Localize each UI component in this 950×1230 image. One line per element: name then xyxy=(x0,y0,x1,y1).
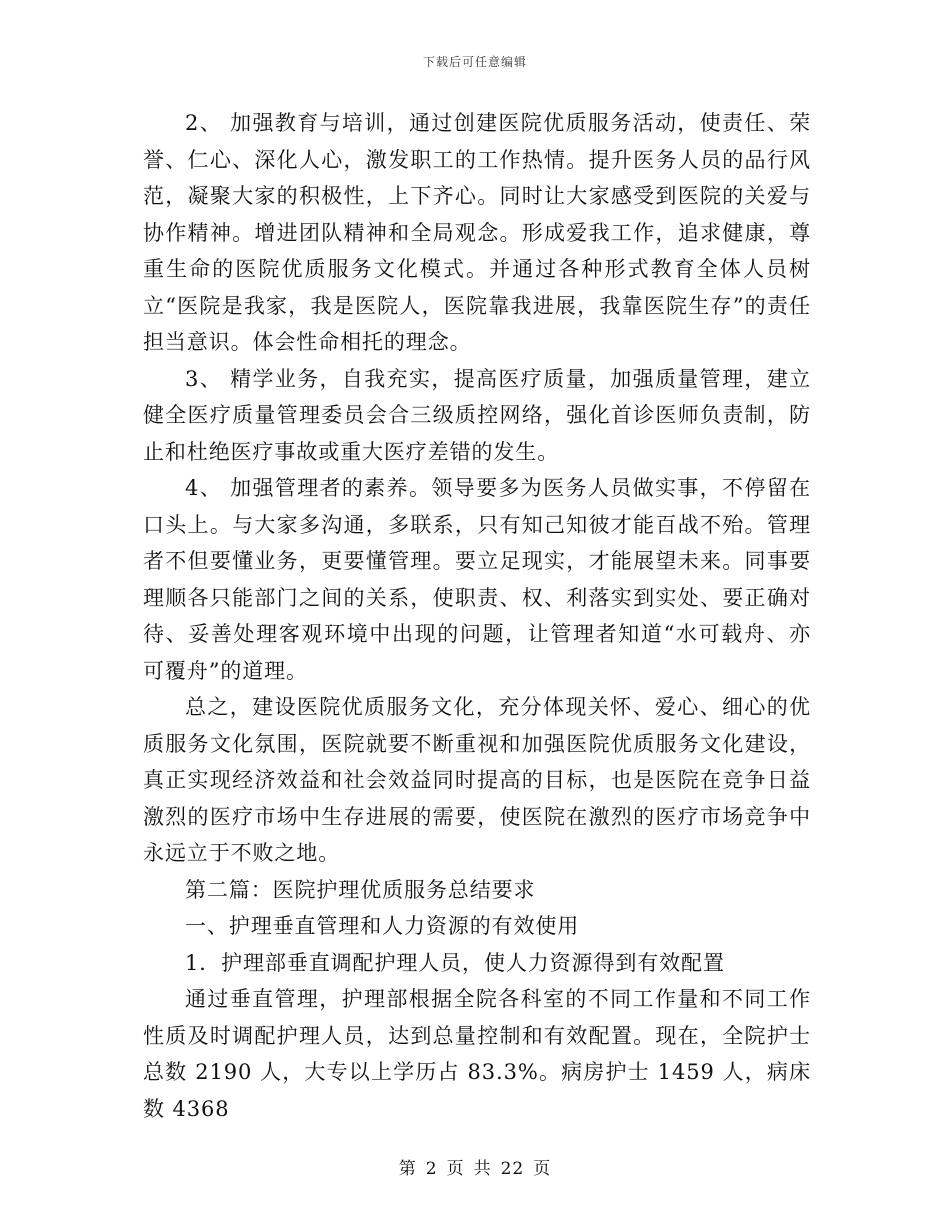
footer-page-prefix: 第 xyxy=(398,1159,417,1179)
footer-page-total-prefix: 共 xyxy=(473,1159,492,1179)
document-body xyxy=(143,105,811,1127)
subsection-heading-1: 1．护理部垂直调配护理人员，使人力资源得到有效配置 xyxy=(185,950,725,975)
footer-page-total: 22 xyxy=(500,1159,525,1179)
footer-page-number: 2 xyxy=(425,1159,438,1179)
page-footer xyxy=(0,1154,950,1179)
header-note: 下载后可任意编辑 xyxy=(422,55,527,69)
section-title-part-2: 第二篇：医院护理优质服务总结要求 xyxy=(185,877,536,902)
footer-page-suffix: 页 xyxy=(533,1159,552,1179)
paragraph-point-2: 2、 加强教育与培训，通过创建医院优质服务活动，使责任、荣誉、仁心、深化人心，激发职工的工作热情。提升医务人员的品行风范，凝聚大家的积极性，上下齐心。同时让大家感受到医院的关爱与协作精神。增进团队精神和全局观念。形成爱我工作，追求健康，尊重生命的医院优质服务文化模式。并通过各种形式教育全体人员树立“医院是我家，我是医院人，医院靠我进展，我靠医院生存”的责任担当意识。体会性命相托的理念。 xyxy=(143,111,811,354)
footer-page-mid: 页 xyxy=(446,1159,465,1179)
paragraph-summary: 总之，建设医院优质服务文化，充分体现关怀、爱心、细心的优质服务文化氛围，医院就要不断重视和加强医院优质服务文化建设，真正实现经济效益和社会效益同时提高的目标，也是医院在竞争日益激烈的医疗市场中生存进展的需要，使医院在激烈的医疗市场竞争中永远立于不败之地。 xyxy=(143,695,811,865)
paragraph-point-3: 3、 精学业务，自我充实，提高医疗质量，加强质量管理，建立健全医疗质量管理委员会合三级质控网络，强化首诊医师负责制，防止和杜绝医疗事故或重大医疗差错的发生。 xyxy=(143,366,811,464)
section-heading-1: 一、护理垂直管理和人力资源的有效使用 xyxy=(185,914,580,938)
paragraph-vertical-management: 通过垂直管理，护理部根据全院各科室的不同工作量和不同工作性质及时调配护理人员，达到总量控制和有效配置。现在，全院护士总数 2190 人，大专以上学历占 83.3%。病房护士 1459 人，病床数 4368 xyxy=(143,987,811,1121)
paragraph-point-4: 4、 加强管理者的素养。领导要多为医务人员做实事，不停留在口头上。与大家多沟通，多联系，只有知己知彼才能百战不殆。管理者不但要懂业务，更要懂管理。要立足现实，才能展望未来。同事要理顺各只能部门之间的关系，使职责、权、利落实到实处、要正确对待、妥善处理客观环境中出现的问题，让管理者知道“水可载舟、亦可覆舟”的道理。 xyxy=(143,476,811,683)
